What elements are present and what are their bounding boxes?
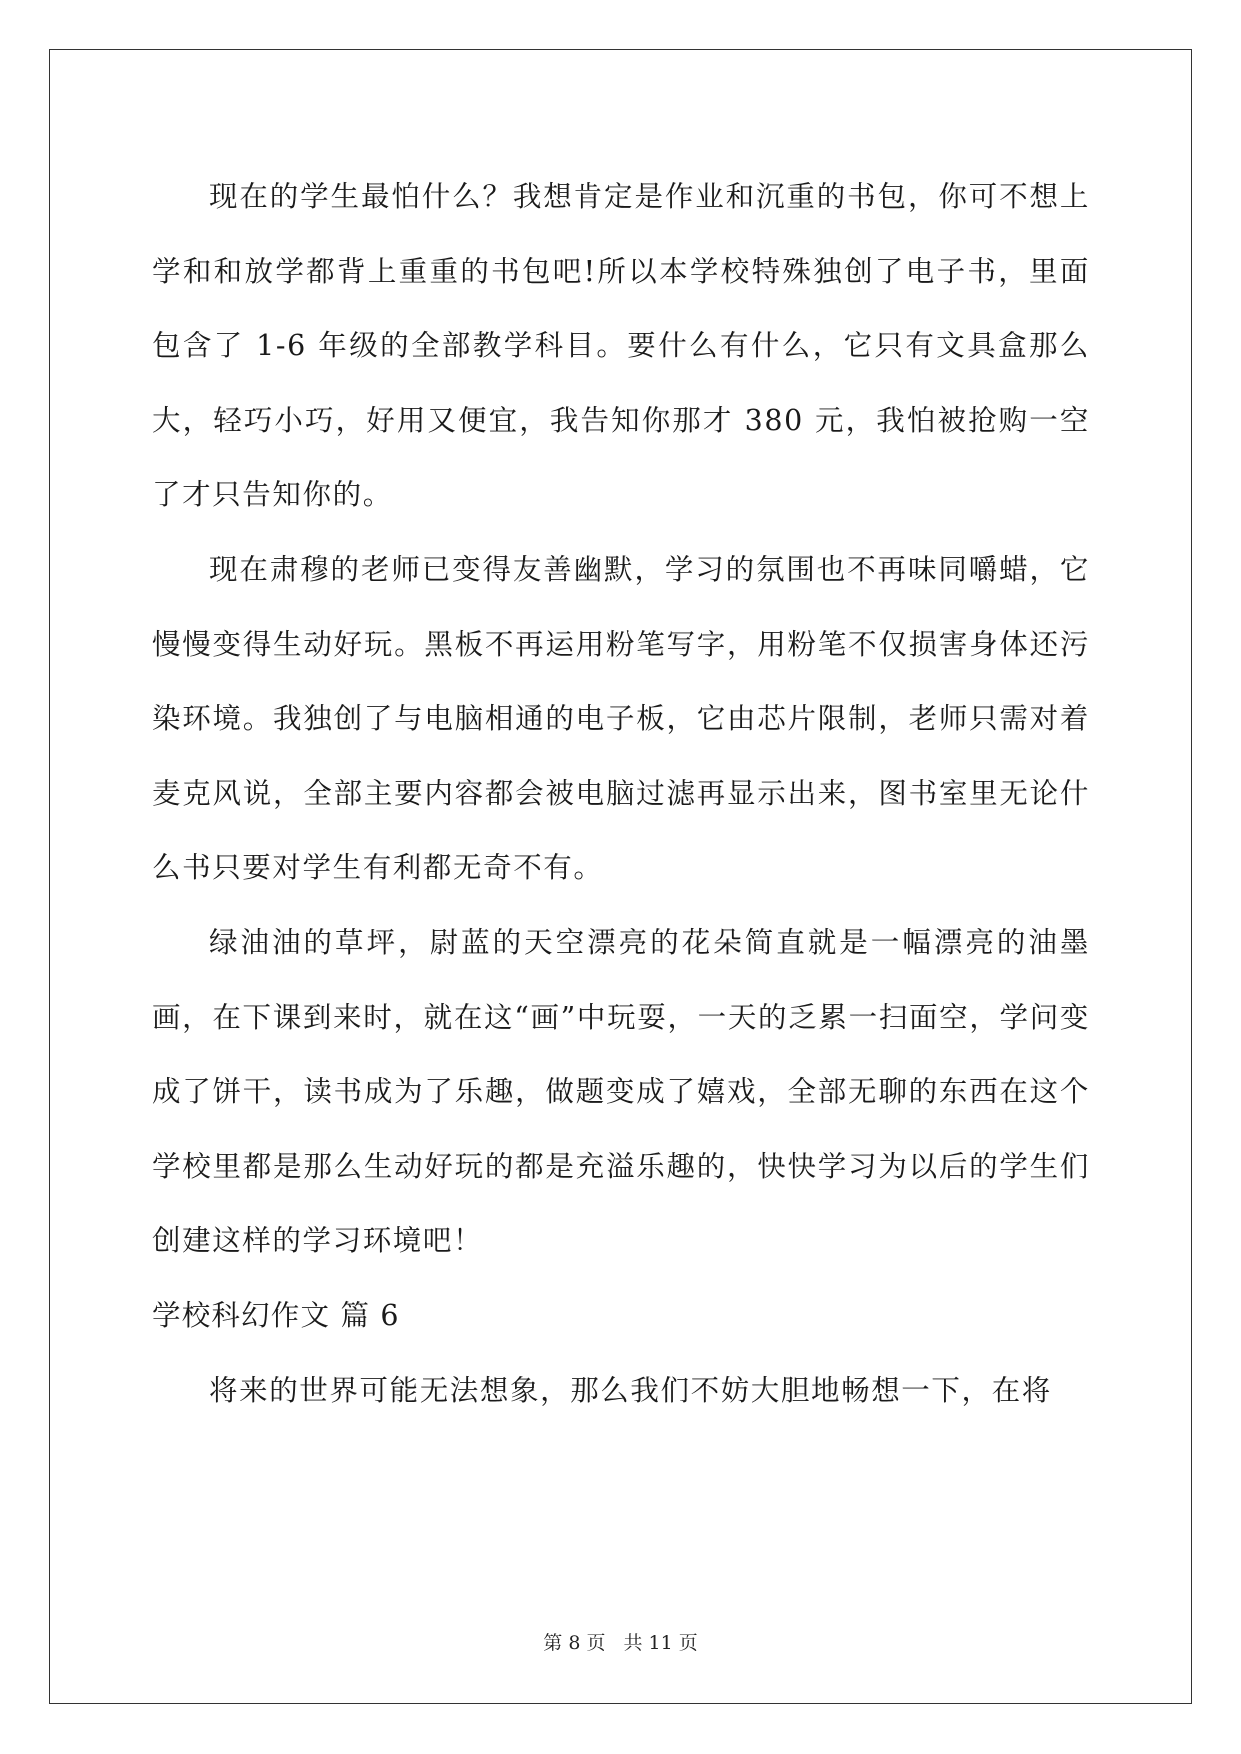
paragraph-3: 绿油油的草坪，尉蓝的天空漂亮的花朵简直就是一幅漂亮的油墨画，在下课到来时，就在这“画”中玩耍，一天的乏累一扫面空，学问变成了饼干，读书成为了乐趣，做题变成了嬉戏，全部无聊的东西在这个学校里都是那么生动好玩的都是充溢乐趣的，快快学习为以后的学生们创建这样的学习环境吧！ <box>152 925 1090 1258</box>
document-body <box>152 160 1090 1428</box>
paragraph-2: 现在肃穆的老师已变得友善幽默，学习的氛围也不再味同嚼蜡，它慢慢变得生动好玩。黑板不再运用粉笔写字，用粉笔不仅损害身体还污染环境。我独创了与电脑相通的电子板，它由芯片限制，老师只需对着麦克风说，全部主要内容都会被电脑过滤再显示出来，图书室里无论什么书只要对学生有利都无奇不有。 <box>152 552 1090 885</box>
section-heading: 学校科幻作文 篇 6 <box>152 1298 400 1332</box>
page-number: 第 8 页 <box>543 1632 606 1654</box>
page-total: 共 11 页 <box>623 1632 698 1654</box>
paragraph-4: 将来的世界可能无法想象，那么我们不妨大胆地畅想一下，在将 <box>209 1373 1052 1407</box>
page-footer <box>0 1628 1241 1655</box>
paragraph-1: 现在的学生最怕什么？我想肯定是作业和沉重的书包，你可不想上学和和放学都背上重重的书包吧!所以本学校特殊独创了电子书，里面包含了 1-6 年级的全部教学科目。要什么有什么，它只有文具盒那么大，轻巧小巧，好用又便宜，我告知你那才 380 元，我怕被抢购一空了才只告知你的。 <box>152 180 1090 512</box>
